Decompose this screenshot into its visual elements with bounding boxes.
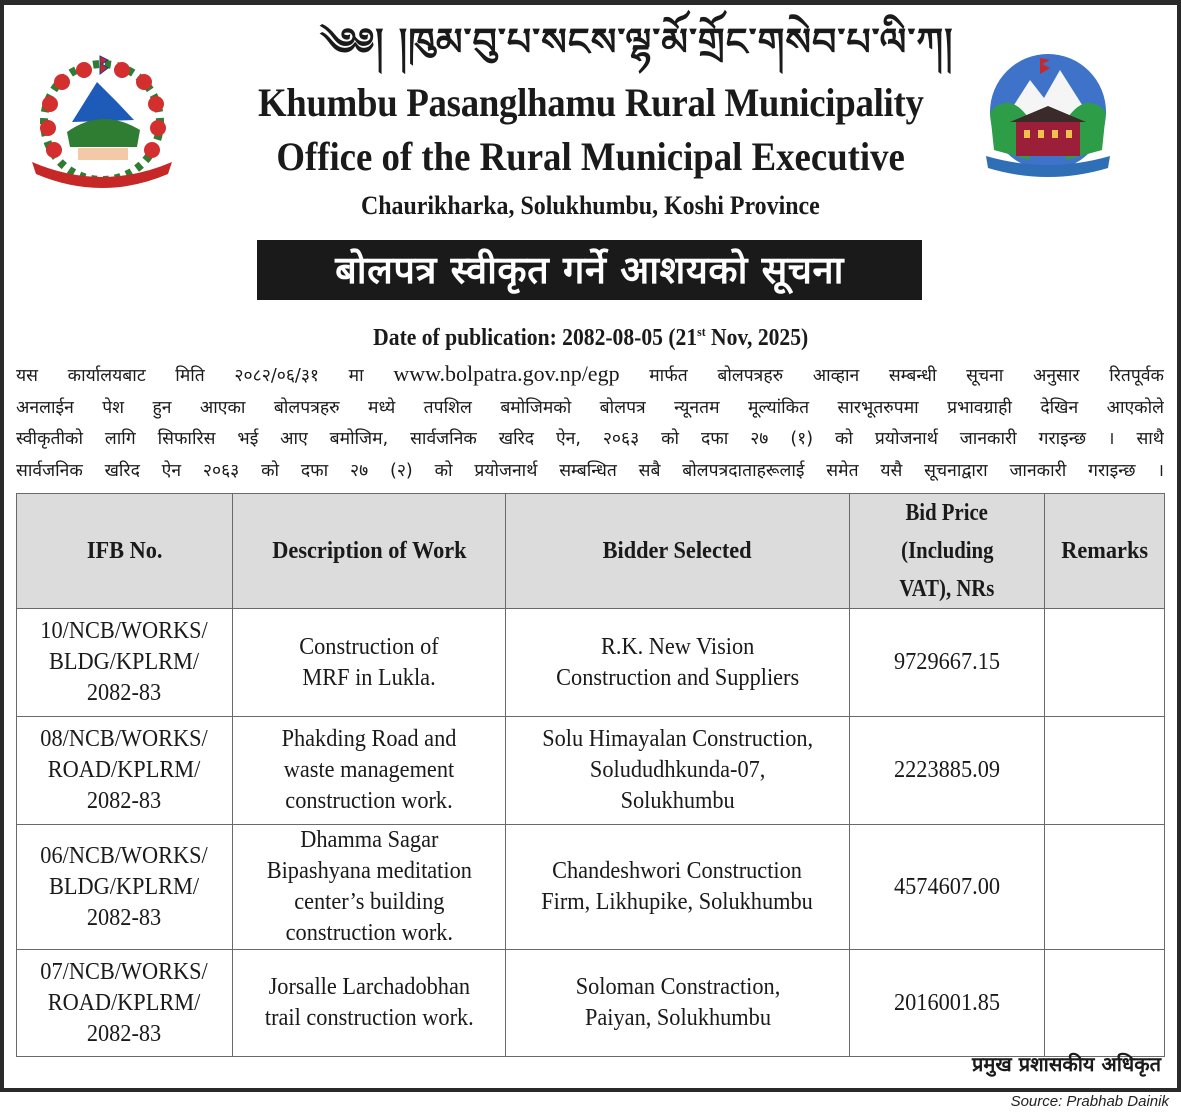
office-name: Office of the Rural Municipal Executive: [276, 134, 905, 179]
header-ifb: IFB No.: [17, 494, 233, 609]
table-row: [17, 609, 1165, 717]
header-bidder: Bidder Selected: [506, 494, 850, 609]
cell-price: 2016001.85: [850, 950, 1045, 1057]
table-row: [17, 950, 1165, 1057]
cell-price: 4574607.00: [850, 825, 1045, 950]
table-row: [17, 825, 1165, 950]
source-credit: Source: Prabhab Dainik: [1010, 1093, 1169, 1110]
notice-title-banner: बोलपत्र स्वीकृत गर्ने आशयको सूचना: [257, 240, 922, 300]
cell-price: 9729667.15: [850, 609, 1045, 717]
cell-bidder: Chandeshwori Construction Firm, Likhupike, Solukhumbu: [506, 825, 850, 950]
body-line: यस कार्यालयबाट मिति २०८२/०६/३१ मा www.bolpatra.gov.np/egp मार्फत बोलपत्रहरु आव्हान सम्बन्धी सूचना अनुसार रितपूर्वक: [16, 361, 1164, 386]
header-bid-price: Bid Price (Including VAT), NRs: [850, 494, 1045, 609]
tibetan-title: ༄༅། །ཁུམ་བུ་པ་སངས་ལྷ་མོ་གྲོང་གསེབ་པ་ལི་ཀ།: [320, 19, 954, 64]
cell-remarks: [1045, 825, 1165, 950]
table-row: [17, 717, 1165, 825]
bid-award-table: [16, 493, 1165, 1057]
table-header-row: [17, 494, 1165, 609]
cell-price: 2223885.09: [850, 717, 1045, 825]
cell-ifb: 06/NCB/WORKS/ BLDG/KPLRM/ 2082-83: [17, 825, 233, 950]
cell-ifb: 08/NCB/WORKS/ ROAD/KPLRM/ 2082-83: [17, 717, 233, 825]
bolpatra-link[interactable]: www.bolpatra.gov.np/egp: [393, 361, 620, 386]
body-line: स्वीकृतीको लागि सिफारिस भई आए बमोजिम, सार्वजनिक खरिद ऐन, २०६३ को दफा २७ (१) को प्रयोजनार्थ जानकारी गराइन्छ । साथै: [16, 429, 1164, 449]
publication-date: Date of publication: 2082-08-05 (21st Nov, 2025): [372, 324, 809, 351]
cell-description: Dhamma Sagar Bipashyana meditation center’s building construction work.: [233, 825, 506, 950]
cell-remarks: [1045, 609, 1165, 717]
body-line: अनलाईन पेश हुन आएका बोलपत्रहरु मध्ये तपशिल बमोजिमको बोलपत्र न्यूनतम मूल्यांकित सारभूतरुपमा प्रभावग्राही देखिन आएकोले: [16, 397, 1164, 418]
header-description: Description of Work: [233, 494, 506, 609]
cell-bidder: R.K. New Vision Construction and Suppliers: [506, 609, 850, 717]
cell-ifb: 07/NCB/WORKS/ ROAD/KPLRM/ 2082-83: [17, 950, 233, 1057]
signatory-title: प्रमुख प्रशासकीय अधिकृत: [972, 1052, 1161, 1076]
municipality-name: Khumbu Pasanglhamu Rural Municipality: [257, 80, 924, 125]
office-address: Chaurikharka, Solukhumbu, Koshi Province: [361, 191, 820, 220]
cell-ifb: 10/NCB/WORKS/ BLDG/KPLRM/ 2082-83: [17, 609, 233, 717]
cell-remarks: [1045, 950, 1165, 1057]
cell-remarks: [1045, 717, 1165, 825]
cell-description: Phakding Road and waste management construction work.: [233, 717, 506, 825]
cell-description: Jorsalle Larchadobhan trail construction work.: [233, 950, 506, 1057]
cell-bidder: Solu Himayalan Construction, Solududhkunda-07, Solukhumbu: [506, 717, 850, 825]
notice-body: [16, 358, 1164, 487]
body-line: सार्वजनिक खरिद ऐन २०६३ को दफा २७ (२) को प्रयोजनार्थ सम्बन्धित सबै बोलपत्रदाताहरूलाई समेत यसै सूचनाद्वारा जानकारी गराइन्छ ।: [16, 460, 1164, 481]
khumbu-pasanglhamu-municipality-logo-icon: [980, 50, 1116, 180]
header-remarks: Remarks: [1045, 494, 1165, 609]
cell-bidder: Soloman Constraction, Paiyan, Solukhumbu: [506, 950, 850, 1057]
cell-description: Construction of MRF in Lukla.: [233, 609, 506, 717]
